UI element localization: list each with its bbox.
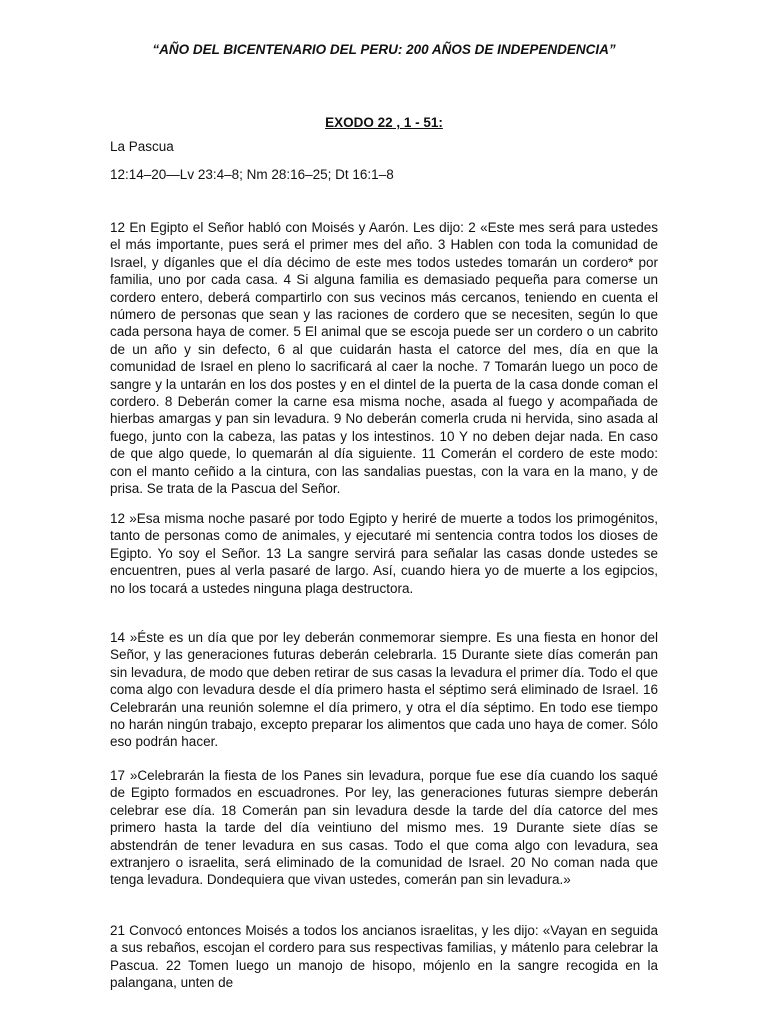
scripture-reference-title: EXODO 22 , 1 - 51:	[325, 115, 443, 130]
paragraph: 14 »Éste es un día que por ley deberán conmemorar siempre. Es una fiesta en honor del Señor, y las generaciones futuras deberán celebrarla. 15 Durante siete días comerán pan sin levadura, de modo que deben retirar de sus casas la levadura el primer día. Todo el que coma algo con levadura desde el día primero hasta el séptimo será eliminado de Israel. 16 Celebrarán una reunión solemne el día primero, y otra el día séptimo. En todo ese tiempo no harán ningún trabajo, excepto preparar los alimentos que cada uno haya de comer. Sólo eso podrán hacer.	[110, 630, 658, 750]
paragraph: 12 En Egipto el Señor habló con Moisés y Aarón. Les dijo: 2 «Este mes será para ustedes el más importante, pues será el primer mes del año. 3 Hablen con toda la comunidad de Israel, y díganles que el día décimo de este mes todos ustedes tomarán un cordero* por familia, uno por cada casa. 4 Si alguna familia es demasiado pequeña para comerse un cordero entero, deberá compartirlo con sus vecinos más cercanos, teniendo en cuenta el número de personas que sean y las raciones de cordero que se necesiten, según lo que cada persona haya de comer. 5 El animal que se escoja puede ser un cordero o un cabrito de un año y sin defecto, 6 al que cuidarán hasta el catorce del mes, día en que la comunidad de Israel en pleno lo sacrificará al caer la noche. 7 Tomarán luego un poco de sangre y la untarán en los dos postes y en el dintel de la puerta de la casa donde coman el cordero. 8 Deberán comer la carne esa misma noche, asada al fuego y acompañada de hierbas amargas y pan sin levadura. 9 No deberán comerla cruda ni hervida, sino asada al fuego, junto con la cabeza, las patas y los intestinos. 10 Y no deben dejar nada. En caso de que algo quede, lo quemarán al día siguiente. 11 Comerán el cordero de este modo: con el manto ceñido a la cintura, con las sandalias puestas, con la vara en la mano, y de prisa. Se trata de la Pascua del Señor.	[110, 220, 658, 497]
paragraph: 17 »Celebrarán la fiesta de los Panes sin levadura, porque fue ese día cuando los saqué de Egipto formados en escuadrones. Por ley, las generaciones futuras siempre deberán celebrar ese día. 18 Comerán pan sin levadura desde la tarde del día catorce del mes primero hasta la tarde del día veintiuno del mismo mes. 19 Durante siete días se abstendrán de tener levadura en sus casas. Todo el que coma algo con levadura, sea extranjero o israelita, será eliminado de la comunidad de Israel. 20 No coman nada que tenga levadura. Dondequiera que vivan ustedes, comerán pan sin levadura.»	[110, 768, 658, 888]
section-subtitle: La Pascua	[110, 139, 174, 154]
paragraph: 12 »Esa misma noche pasaré por todo Egipto y heriré de muerte a todos los primogénitos, tanto de personas como de animales, y ejecutaré mi sentencia contra todos los dioses de Egipto. Yo soy el Señor. 13 La sangre servirá para señalar las casas donde ustedes se encuentren, pues al verla pasaré de largo. Así, cuando hiera yo de muerte a los egipcios, no los tocará a ustedes ninguna plaga destructora.	[110, 511, 658, 596]
paragraph: 21 Convocó entonces Moisés a todos los ancianos israelitas, y les dijo: «Vayan en seguida a sus rebaños, escojan el cordero para sus respectivas familias, y mátenlo para celebrar la Pascua. 22 Tomen luego un manojo de hisopo, mójenlo en la sangre recogida en la palangana, unten de	[110, 923, 658, 991]
year-motto: “AÑO DEL BICENTENARIO DEL PERU: 200 AÑOS DE INDEPENDENCIA”	[152, 42, 616, 57]
cross-references: 12:14–20—Lv 23:4–8; Nm 28:16–25; Dt 16:1–8	[110, 167, 394, 182]
